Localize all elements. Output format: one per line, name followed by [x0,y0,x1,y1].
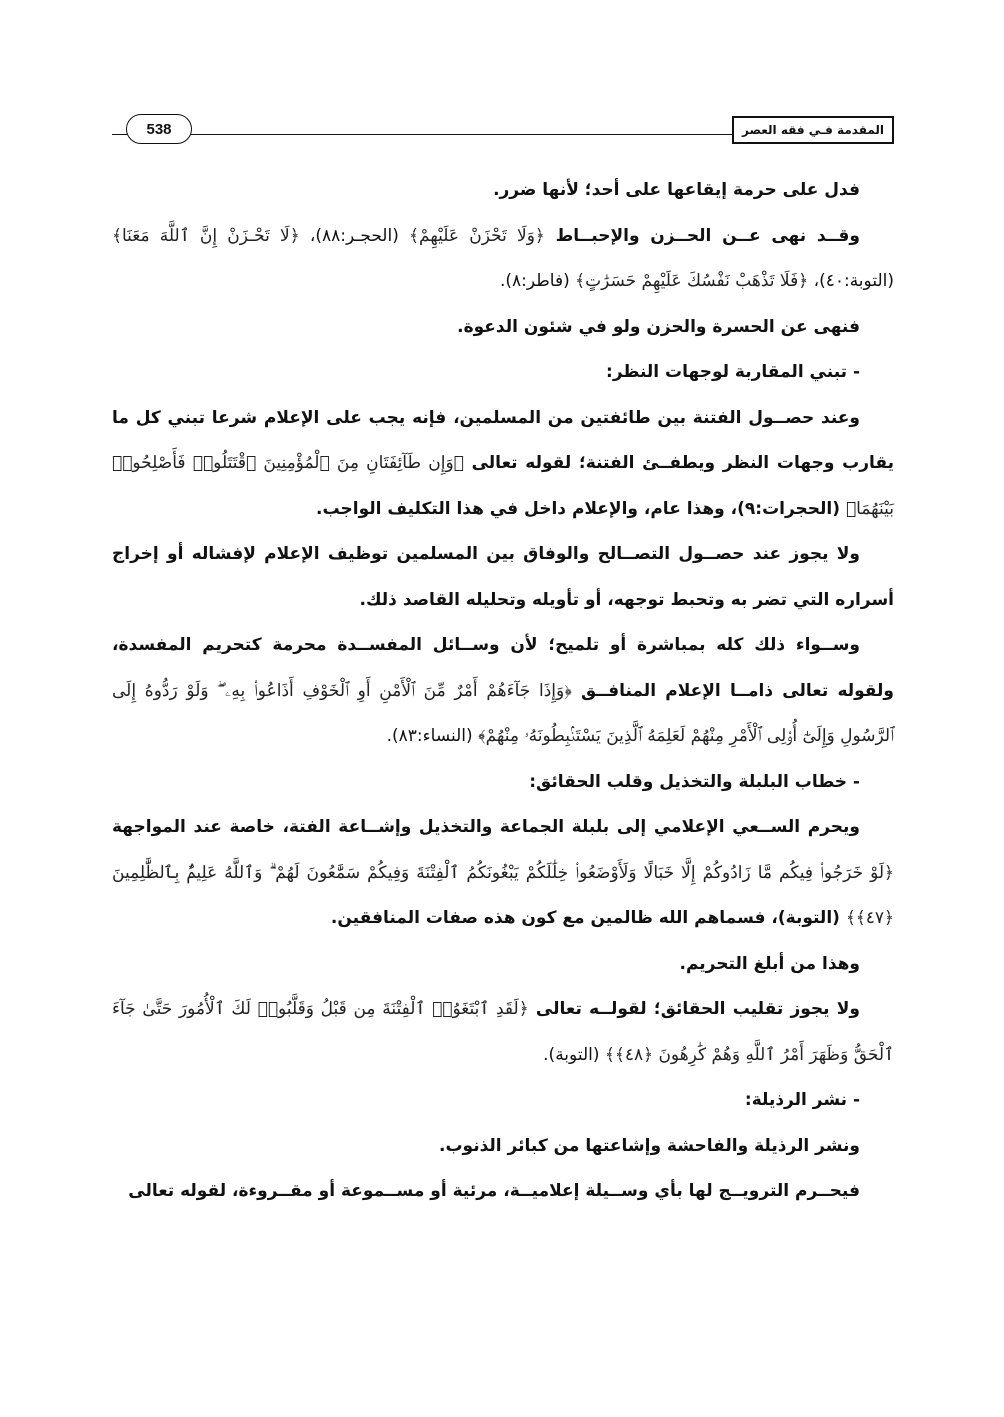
paragraph-text: وقــد نهى عــن الحــزن والإحبــاط [544,225,860,246]
paragraph-9 [112,987,894,1078]
quran-verse: ﴿وَإِن طَآئِفَتَانِ مِنَ ٱلْمُؤْمِنِينَ ٱقْتَتَلُوا۟ فَأَصْلِحُوا۟ بَيْنَهُمَا﴾ [112,453,894,519]
paragraph-10: ونشر الرذيلة والفاحشة وإشاعتها من كبائر الذنوب. [439,1135,860,1156]
quran-verse: ﴿فَلَا تَذْهَبْ نَفْسُكَ عَلَيْهِمْ حَسَرَٰتٍ﴾ [575,271,809,291]
quran-verse: ﴿وَلَا تَحْزَنْ عَلَيْهِمْ﴾ [409,225,545,246]
paragraph-text: ويحرم الســعي الإعلامي إلى بلبلة الجماعة والتخذيل وإشــاعة الفتة، خاصة عند المواجهة [112,817,860,837]
verse-reference: (التوبة:٤٠)، [808,271,894,291]
paragraph-11: فيحــرم الترويــج لها بأي وســيلة إعلاميــة، مرئية أو مســموعة أو مقــروءة، لقوله تعالى [128,1181,860,1201]
verse-reference: (النساء:٨٣). [386,726,479,746]
quran-verse: ﴿لَقَدِ ٱبْتَغَوُا۟ ٱلْفِتْنَةَ مِن قَبْلُ وَقَلَّبُوا۟ لَكَ ٱلْأُمُورَ حَتَّىٰ جَآءَ ٱلْحَقُّ وَظَهَرَ أَمْرُ ٱللَّهِ وَهُمْ كَٰرِهُونَ ﴿٤٨﴾﴾ [112,999,894,1065]
section-heading: - نشر الرذيلة: [744,1090,860,1110]
section-heading: - تبني المقاربة لوجهات النظر: [606,362,860,382]
quran-verse: ﴿وَإِذَا جَآءَهُمْ أَمْرٌ مِّنَ ٱلْأَمْنِ أَوِ ٱلْخَوْفِ أَذَاعُوا۟ بِهِۦ ۖ وَلَوْ رَدُّوهُ إِلَى ٱلرَّسُولِ وَإِلَىٰٓ أُو۟لِى ٱلْأَمْرِ مِنْهُمْ لَعَلِمَهُ ٱلَّذِينَ يَسْتَنۢبِطُونَهُۥ مِنْهُمْ﴾ [112,680,894,746]
paragraph-4 [112,396,894,533]
verse-reference: (التوبة). [543,1044,605,1065]
paragraph-8: وهذا من أبلغ التحريم. [679,953,860,974]
paragraph-7 [112,805,894,942]
quran-verse: ﴿لَا تَحْـزَنْ إِنَّ ٱللَّهَ مَعَنَا﴾ [112,225,300,246]
paragraph-text: (الحجرات:٩)، وهذا عام، والإعلام داخل في هذا التكليف الواجب. [316,498,846,519]
page-number: 538 [126,114,192,144]
paragraph-5: ولا يجوز عند حصــول التصــالح والوفاق بين المسلمين توظيف الإعلام لإفشاله أو إخراج أسراره التي تضر به وتحبط توجهه، أو تأويله وتحليله القاصد ذلك. [112,544,894,610]
running-header [112,112,894,148]
paragraph-2 [112,214,894,305]
section-heading: - خطاب البلبلة والتخذيل وقلب الحقائق: [529,771,860,792]
book-title: المقدمة فـي فقه العصر [732,116,894,144]
paragraph-text: وعند حصــول الفتنة بين طائفتين من المسلمين، فإنه يجب على الإعلام شرعا تبني كل ما يقارب وجهات النظر ويطفــئ الفتنة؛ لقوله تعالى [112,407,894,473]
verse-reference: (الحجـر:٨٨)، [299,225,410,246]
quran-verse: ﴿لَوْ خَرَجُوا۟ فِيكُم مَّا زَادُوكُمْ إِلَّا خَبَالًا وَلَأَوْضَعُوا۟ خِلَٰلَكُمْ يَبْغُونَكُمُ ٱلْفِتْنَةَ وَفِيكُمْ سَمَّٰعُونَ لَهُمْ ۗ وَٱللَّهُ عَلِيمٌۢ بِٱلظَّٰلِمِينَ ﴿٤٧﴾﴾ [112,862,894,928]
paragraph-1: فدل على حرمة إيقاعها على أحد؛ لأنها ضرر. [493,180,860,200]
page-body [112,168,894,1215]
paragraph-6 [112,623,894,760]
paragraph-text: ولا يجوز تقليب الحقائق؛ لقولــه تعالى [528,999,860,1019]
paragraph-text: (التوبة)، فسماهم الله ظالمين مع كون هذه صفات المنافقين. [330,908,846,928]
paragraph-text: وســواء ذلك كله بمباشرة أو تلميح؛ لأن وســائل المفســدة محرمة كتحريم المفسدة، ولقوله تعالى ذامــا الإعلام المنافــق [112,635,894,701]
verse-reference: (فاطر:٨). [499,271,576,291]
paragraph-3: فنهى عن الحسرة والحزن ولو في شئون الدعوة. [457,316,860,337]
